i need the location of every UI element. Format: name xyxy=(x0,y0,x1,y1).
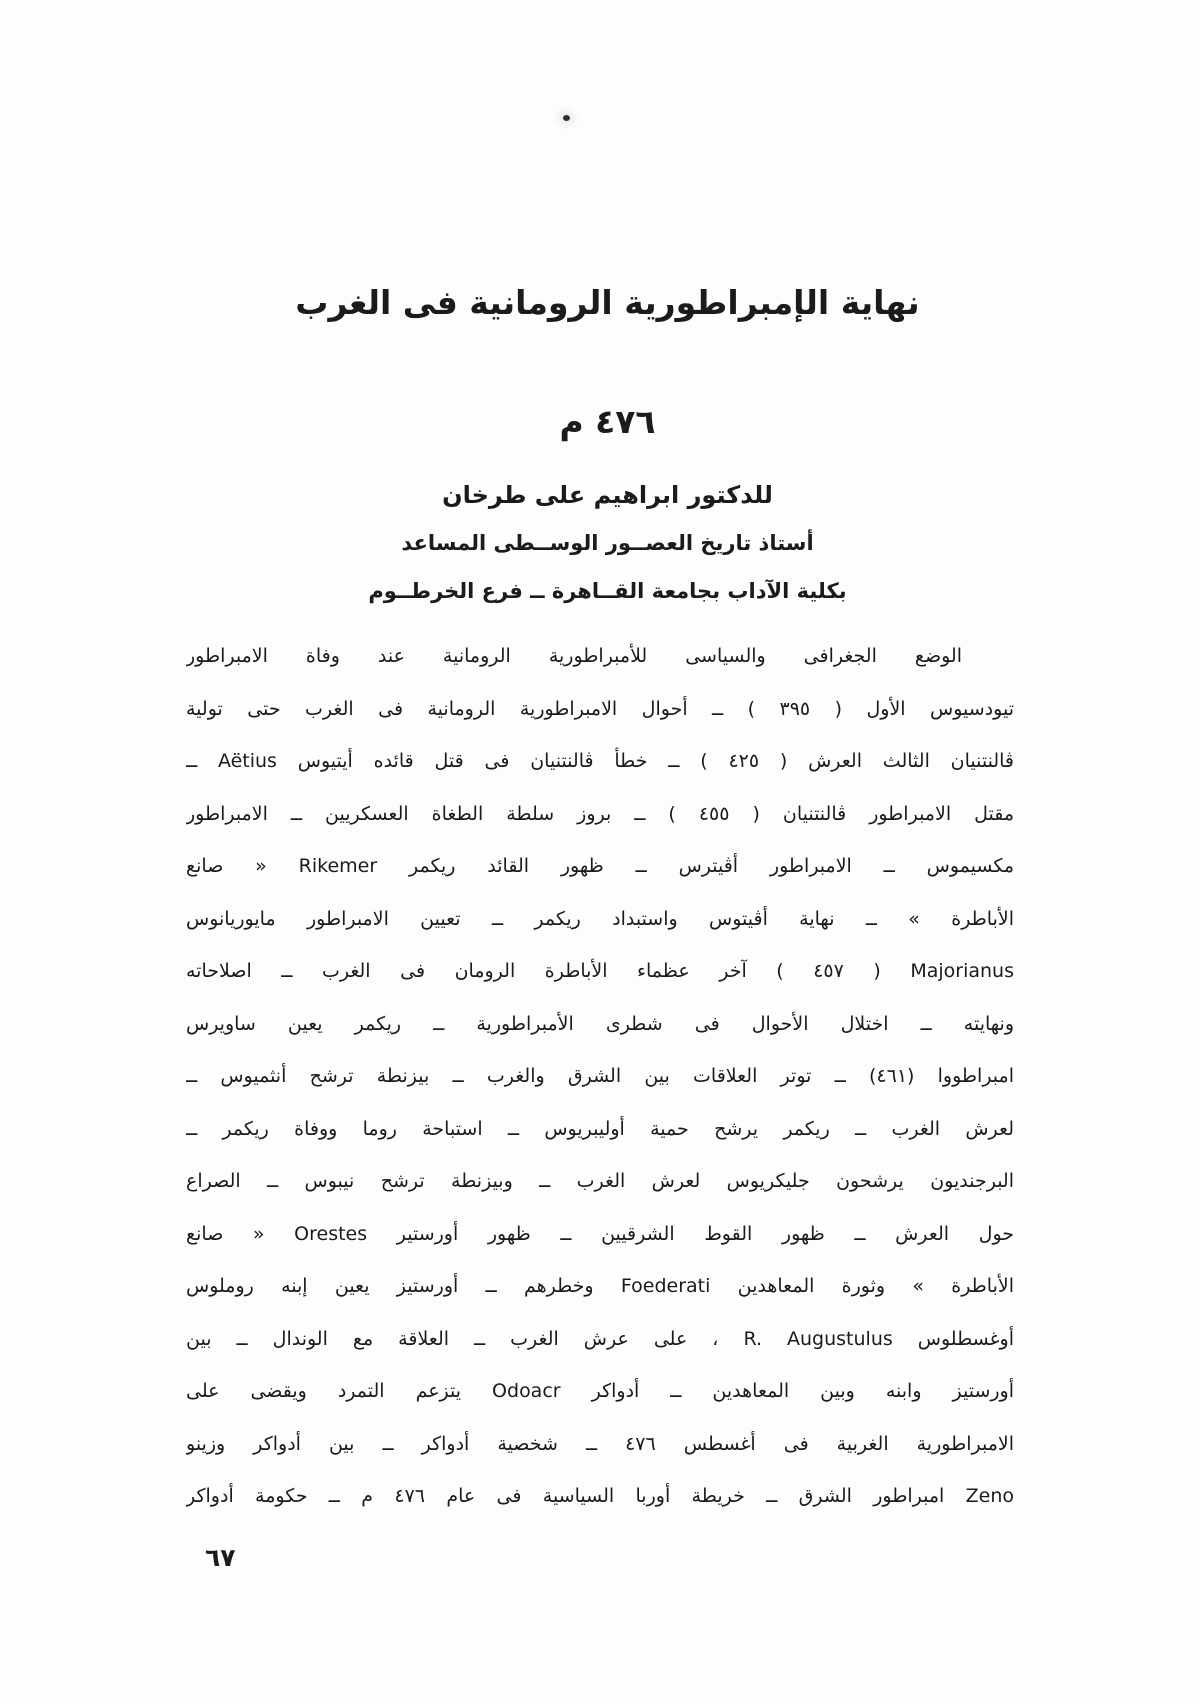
body-line: البرجنديون يرشحون جليكريوس لعرش الغرب ــ وبيزنطة ترشح نيبوس ــ الصراع xyxy=(186,1170,1014,1192)
article-title: نهاية الإمبراطورية الرومانية فى الغرب xyxy=(295,283,920,322)
body-line: أوغسطلوس R. Augustulus ، على عرش الغرب ــ العلاقة مع الوندال ــ بين xyxy=(186,1327,1014,1350)
author-affiliation-faculty: بكلية الآداب بجامعة القــاهرة ــ فرع الخرطــوم xyxy=(368,579,847,603)
body-line: حول العرش ــ ظهور القوط الشرقيين ــ ظهور أورستير Orestes « صانع xyxy=(186,1222,1014,1245)
body-line: ونهايته ــ اختلال الأحوال فى شطرى الأمبراطورية ــ ريكمر يعين ساويرس xyxy=(186,1012,1014,1035)
body-line: ڤالنتنيان الثالث العرش ( ٤٢٥ ) ــ خطأ ڤالنتنيان فى قتل قائده أيتيوس Aëtius ــ xyxy=(186,750,1014,772)
body-line: أورستيز وابنه وبين المعاهدين ــ أدواكر Odoacr يتزعم التمرد ويقضى على xyxy=(186,1380,1014,1402)
abstract-paragraph xyxy=(186,630,1014,1523)
body-line: الأباطرة » وثورة المعاهدين Foederati وخطرهم ــ أورستيز يعين إبنه روملوس xyxy=(186,1275,1014,1297)
body-line: Zeno امبراطور الشرق ــ خريطة أوربا السياسية فى عام ٤٧٦ م ــ حكومة أدواكر xyxy=(186,1485,1014,1507)
page-number: ٦٧ xyxy=(205,1543,236,1572)
body-line: الأباطرة » ــ نهاية أڤيتوس واستبداد ريكمر ــ تعيين الامبراطور مايوريانوس xyxy=(186,907,1014,930)
body-line: مقتل الامبراطور ڤالنتنيان ( ٤٥٥ ) ــ بروز سلطة الطغاة العسكريين ــ الامبراطور xyxy=(186,802,1014,825)
author-affiliation-role: أستاذ تاريخ العصــور الوســطى المساعد xyxy=(401,531,814,555)
body-line: الامبراطورية الغربية فى أغسطس ٤٧٦ ــ شخصية أدواكر ــ بين أدواكر وزينو xyxy=(186,1432,1014,1455)
body-line: الوضع الجغرافى والسياسى للأمبراطورية الرومانية عند وفاة الامبراطور xyxy=(186,645,962,667)
body-line: Majorianus ( ٤٥٧ ) آخر عظماء الأباطرة الرومان فى الغرب ــ اصلاحاته xyxy=(186,960,1014,982)
body-line: تيودسيوس الأول ( ٣٩٥ ) ــ أحوال الامبراطورية الرومانية فى الغرب حتى تولية xyxy=(186,697,1014,720)
body-line: امبراطووا (٤٦١) ــ توتر العلاقات بين الشرق والغرب ــ بيزنطة ترشح أنثميوس ــ xyxy=(186,1065,1014,1087)
body-line: لعرش الغرب ــ ريكمر يرشح حمية أوليبريوس ــ استباحة روما ووفاة ريكمر ــ xyxy=(186,1117,1014,1140)
ink-speck xyxy=(563,115,570,121)
body-line: مكسيموس ــ الامبراطور أڤيترس ــ ظهور القائد ريكمر Rikemer « صانع xyxy=(186,855,1014,877)
article-year: ٤٧٦ م xyxy=(559,402,656,441)
author-byline: للدكتور ابراهيم على طرخان xyxy=(442,481,773,509)
